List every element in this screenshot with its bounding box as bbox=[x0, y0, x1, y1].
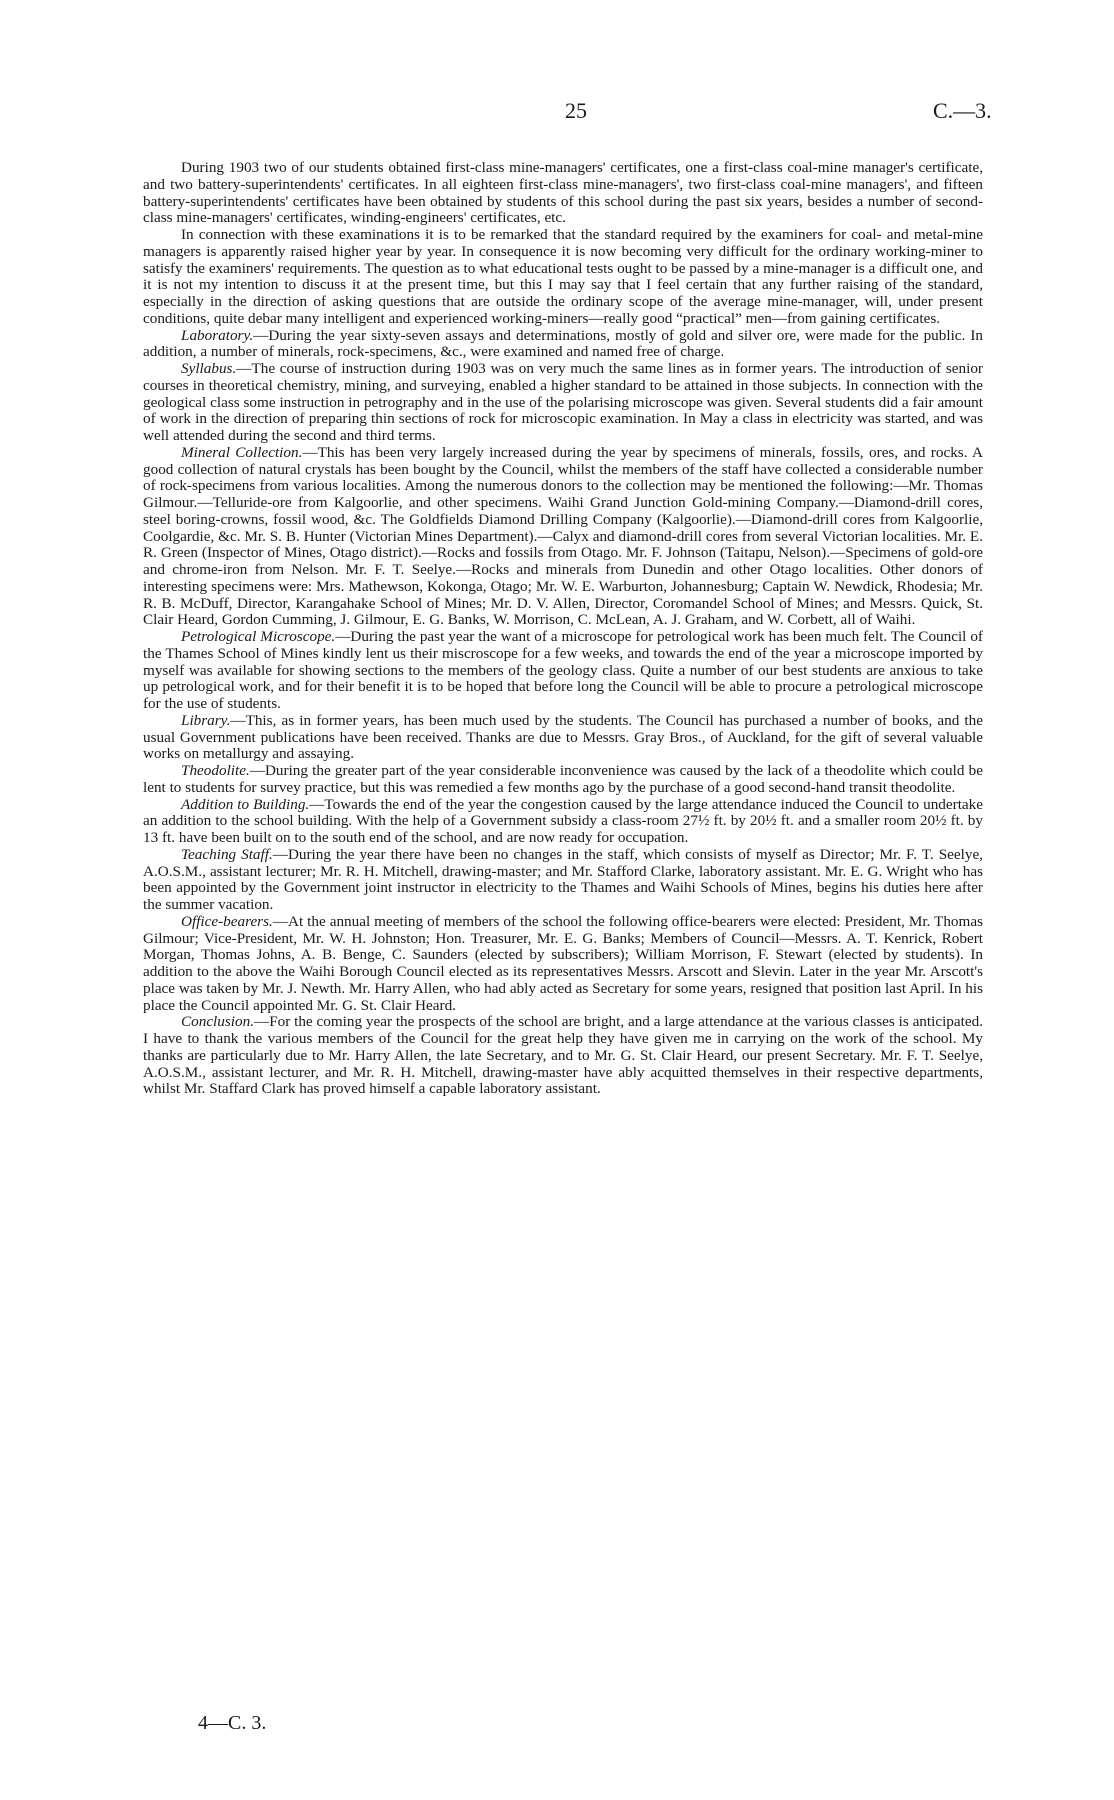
paragraph-text: —At the annual meeting of members of the school the following office-bearers were elected: President, Mr. Thomas Gilmour; Vice-President, Mr. W. H. Johnston; Hon. Treasurer, Mr. E. G. Banks; Members of Council—Messrs. A. T. Kenrick, Robert Morgan, Thomas Johns, A. B. Benge, C. Saunders (elected by subscribers); William Morrison, F. Stewart (elected by students). In addition to the above the Waihi Borough Council elected as its representatives Messrs. Arscott and Slevin. Later in the year Mr. Arscott's place was taken by Mr. J. Newth. Mr. Harry Allen, who had ably acted as Secretary for some years, resigned that position last April. In his place the Council appointed Mr. G. St. Clair Heard. bbox=[143, 912, 983, 1014]
section-heading: Petrological Microscope. bbox=[181, 628, 336, 645]
section-heading: Addition to Building. bbox=[181, 795, 310, 813]
paragraph-conclusion bbox=[143, 1014, 983, 1098]
section-heading: Theodolite. bbox=[181, 762, 250, 779]
page-header bbox=[0, 98, 1114, 128]
paragraph-teaching-staff bbox=[143, 847, 983, 914]
section-heading: Teaching Staff. bbox=[181, 845, 273, 863]
paragraph-text: In connection with these examinations it is to be remarked that the standard required by the examiners for coal- and metal-mine managers is apparently raised higher year by year. In consequence it is now becoming very difficult for the ordinary working-miner to satisfy the examiners' requirements. The question as to what educational tests ought to be passed by a mine-manager is a difficult one, and it is not my intention to discuss it at the present time, but this I may say that I feel certain that any further raising of the standard, especially in the direction of asking questions that are outside the ordinary scope of the average mine-manager, will, under present conditions, quite debar many intelligent and experienced working-miners—really good “practical” men—from gaining certificates. bbox=[143, 226, 983, 327]
document-code: C.—3. bbox=[933, 98, 992, 123]
paragraph-examinations bbox=[143, 227, 983, 328]
paragraph-text: —During the greater part of the year considerable inconvenience was caused by the lack of a theodolite which could be lent to students for survey practice, but this was remedied a few months ago by the purchase of a good second-hand transit theodolite. bbox=[143, 762, 983, 796]
section-heading: Office-bearers. bbox=[181, 912, 273, 930]
section-heading: Mineral Collection. bbox=[181, 443, 303, 461]
paragraph-syllabus bbox=[143, 361, 983, 445]
section-heading: Syllabus. bbox=[181, 360, 237, 377]
page-number: 25 bbox=[565, 98, 587, 123]
paragraph-text: —During the past year the want of a microscope for petrological work has been much felt. The Council of the Thames School of Mines kindly lent us their miscroscope for a few weeks, and towards the end of the year a microscope imported by myself was available for showing sections to the members of the geology class. Quite a number of our best students are anxious to take up petrological work, and for their benefit it is to be hoped that before long the Council will be able to procure a petrological microscope for the use of students. bbox=[143, 628, 983, 712]
paragraph-text: —During the year there have been no changes in the staff, which consists of myself as Director; Mr. F. T. Seelye, A.O.S.M., assistant lecturer; Mr. R. H. Mitchell, drawing-master; and Mr. Stafford Clarke, laboratory assistant. Mr. E. G. Wright who has been appointed by the Government joint instructor in electricity to the Thames and Waihi Schools of Mines, begins his duties here after the summer vacation. bbox=[143, 845, 983, 913]
section-heading: Laboratory. bbox=[181, 326, 254, 344]
paragraph-text: —Towards the end of the year the congestion caused by the large attendance induced the Council to undertake an addition to the school building. With the help of a Government subsidy a class-room 27½ ft. by 20½ ft. and a smaller room 20½ ft. by 13 ft. have been built on to the south end of the school, and are now ready for occupation. bbox=[143, 795, 983, 846]
paragraph-text: —The course of instruction during 1903 was on very much the same lines as in former years. The introduction of senior courses in theoretical chemistry, mining, and surveying, enabled a higher standard to be attained in those subjects. In connection with the geological class some instruction in petrography and in the use of the polarising microscope was given. Several students did a fair amount of work in the direction of preparing thin sections of rock for microscopic examination. In May a class in electricity was started, and was well attended during the second and third terms. bbox=[143, 360, 983, 444]
paragraph-laboratory bbox=[143, 328, 983, 362]
paragraph-petrological-microscope bbox=[143, 629, 983, 713]
paragraph-theodolite bbox=[143, 763, 983, 797]
paragraph-text: —During the year sixty-seven assays and determinations, mostly of gold and silver ore, were made for the public. In addition, a number of minerals, rock-specimens, &c., were examined and named free of charge. bbox=[143, 326, 983, 361]
signature-mark: 4—C. 3. bbox=[198, 1712, 267, 1734]
paragraph-addition-to-building bbox=[143, 797, 983, 847]
paragraph-office-bearers bbox=[143, 914, 983, 1015]
report-body bbox=[143, 160, 983, 1098]
paragraph-mineral-collection bbox=[143, 445, 983, 629]
section-heading: Library. bbox=[181, 711, 231, 729]
paragraph-text: —For the coming year the prospects of the school are bright, and a large attendance at the various classes is anticipated. I have to thank the various members of the Council for the great help they have given me in carrying on the work of the school. My thanks are particularly due to Mr. Harry Allen, the late Secretary, and to Mr. G. St. Clair Heard, our present Secretary. Mr. F. T. Seelye, A.O.S.M., assistant lecturer, and Mr. R. H. Mitchell, drawing-master have ably acquitted themselves in their respective departments, whilst Mr. Staffard Clark has proved himself a capable laboratory assistant. bbox=[143, 1013, 983, 1098]
paragraph-text: During 1903 two of our students obtained first-class mine-managers' certificates, one a first-class coal-mine manager's certificate, and two battery-superintendents' certificates. In all eighteen first-class mine-managers', two first-class coal-mine managers', and fifteen battery-superintendents' certificates have been obtained by students of this school during the past six years, besides a number of second-class mine-managers' certificates, winding-engineers' certificates, etc. bbox=[143, 159, 983, 227]
section-heading: Conclusion. bbox=[181, 1013, 254, 1031]
paragraph-text: —This has been very largely increased during the year by specimens of minerals, fossils, ores, and rocks. A good collection of natural crystals has been bought by the Council, whilst the members of the staff have collected a considerable number of rock-specimens from various localities. Among the numerous donors to the collection may be mentioned the following:—Mr. Thomas Gilmour.—Telluride-ore from Kalgoorlie, and other specimens. Waihi Grand Junction Gold-mining Company.—Diamond-drill cores, steel boring-crowns, fossil wood, &c. The Goldfields Diamond Drilling Company (Kalgoorlie).—Diamond-drill cores from Kalgoorlie, Coolgardie, &c. Mr. S. B. Hunter (Victorian Mines Department).—Calyx and diamond-drill cores from several Victorian localities. Mr. E. R. Green (Inspector of Mines, Otago district).—Rocks and fossils from Otago. Mr. F. Johnson (Taitapu, Nelson).—Specimens of gold-ore and chrome-iron from Nelson. Mr. F. T. Seelye.—Rocks and minerals from Dunedin and other Otago localities. Other donors of interesting specimens were: Mrs. Mathewson, Kokonga, Otago; Mr. W. E. Warburton, Johannesburg; Captain W. Newdick, Rhodesia; Mr. R. B. McDuff, Director, Karangahake School of Mines; Mr. D. V. Allen, Director, Coromandel School of Mines; and Messrs. Quick, St. Clair Heard, Gordon Cumming, J. Gilmour, E. G. Banks, W. Morrison, C. McLean, A. J. Graham, and W. Corbett, all of Waihi. bbox=[143, 443, 983, 629]
paragraph-certificates bbox=[143, 160, 983, 227]
paragraph-library bbox=[143, 713, 983, 763]
paragraph-text: —This, as in former years, has been much used by the students. The Council has purchased a number of books, and the usual Government publications have been received. Thanks are due to Messrs. Gray Bros., of Auckland, for the gift of several valuable works on metallurgy and assaying. bbox=[143, 711, 983, 763]
